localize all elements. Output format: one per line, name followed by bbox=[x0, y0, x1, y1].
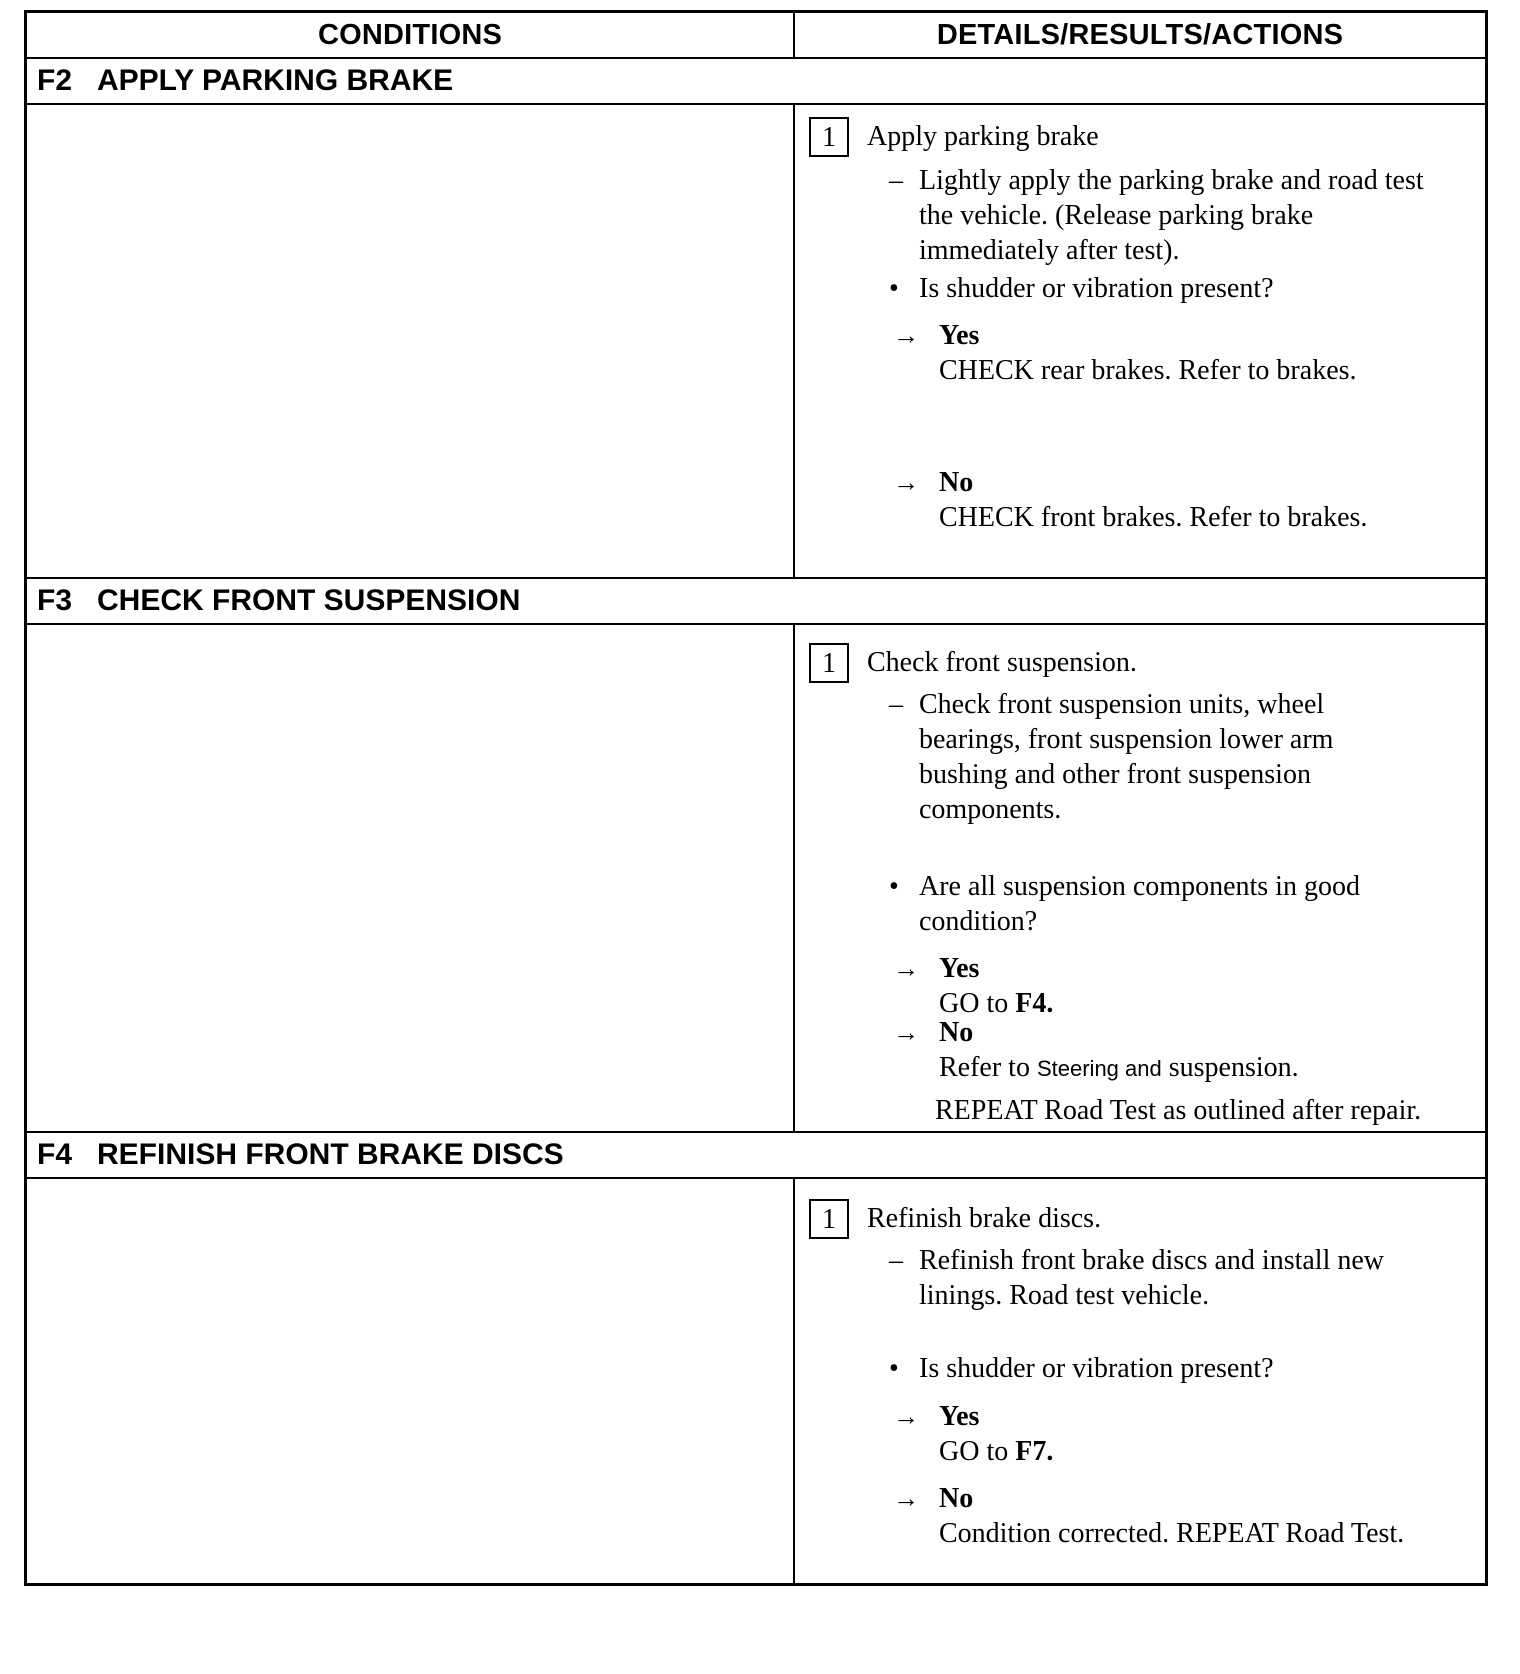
yes-text-pre: GO to bbox=[939, 988, 1016, 1019]
no-text: Condition corrected. REPEAT Road Test. bbox=[939, 1518, 1405, 1549]
step-1 bbox=[809, 119, 1099, 157]
yes-text-ref: F4. bbox=[1015, 988, 1054, 1019]
details-cell bbox=[795, 625, 1485, 1131]
details-header: DETAILS/RESULTS/ACTIONS bbox=[936, 18, 1344, 51]
question-item bbox=[889, 1351, 1465, 1386]
section-body-f3 bbox=[27, 625, 1485, 1133]
step-1 bbox=[809, 1201, 1101, 1239]
dash-line: linings. Road test vehicle. bbox=[919, 1280, 1210, 1311]
step-1 bbox=[809, 645, 1137, 683]
answer-no bbox=[893, 1015, 1465, 1086]
diagnostic-table bbox=[24, 10, 1488, 1586]
yes-label: Yes bbox=[939, 953, 980, 984]
bullet-mark: • bbox=[889, 1353, 899, 1384]
yes-text-ref: F7. bbox=[1015, 1436, 1054, 1467]
repeat-note bbox=[935, 1093, 1465, 1128]
section-code: F4 bbox=[37, 1138, 73, 1171]
dash-line: Refinish front brake discs and install new bbox=[919, 1245, 1385, 1276]
arrow-icon: → bbox=[893, 954, 919, 983]
step-number-box: 1 bbox=[809, 117, 849, 157]
no-text-small: Steering and bbox=[1036, 1056, 1162, 1081]
no-text: CHECK front brakes. Refer to brakes. bbox=[939, 502, 1368, 533]
question-line: Are all suspension components in good bbox=[919, 871, 1360, 902]
bullet-mark: • bbox=[889, 871, 899, 902]
question-line: condition? bbox=[919, 906, 1038, 937]
section-body-f2 bbox=[27, 105, 1485, 579]
section-name: REFINISH FRONT BRAKE DISCS bbox=[97, 1138, 564, 1171]
section-title-f4 bbox=[27, 1133, 1485, 1179]
dash-line: the vehicle. (Release parking brake bbox=[919, 200, 1314, 231]
yes-text bbox=[939, 1434, 1465, 1469]
yes-label: Yes bbox=[939, 320, 980, 351]
dash-mark: – bbox=[889, 689, 903, 720]
dash-mark: – bbox=[889, 165, 903, 196]
dash-line: components. bbox=[919, 794, 1062, 825]
conditions-cell bbox=[27, 1179, 795, 1583]
answer-yes bbox=[893, 318, 1465, 388]
yes-text: CHECK rear brakes. Refer to brakes. bbox=[939, 355, 1357, 386]
dash-item bbox=[889, 163, 1465, 268]
arrow-icon: → bbox=[893, 1018, 919, 1047]
arrow-icon: → bbox=[893, 321, 919, 350]
arrow-icon: → bbox=[893, 1402, 919, 1431]
yes-text-pre: GO to bbox=[939, 1436, 1016, 1467]
bullet-mark: • bbox=[889, 273, 899, 304]
dash-line: bushing and other front suspension bbox=[919, 759, 1311, 790]
dash-line: immediately after test). bbox=[919, 235, 1180, 266]
section-name: CHECK FRONT SUSPENSION bbox=[97, 584, 521, 617]
conditions-cell bbox=[27, 105, 795, 577]
dash-line: Check front suspension units, wheel bbox=[919, 689, 1325, 720]
dash-mark: – bbox=[889, 1245, 903, 1276]
answer-yes bbox=[893, 1399, 1465, 1469]
question-text: Is shudder or vibration present? bbox=[919, 1353, 1274, 1384]
conditions-cell bbox=[27, 625, 795, 1131]
section-code: F2 bbox=[37, 64, 73, 97]
details-cell bbox=[795, 105, 1485, 577]
step-number-box: 1 bbox=[809, 1199, 849, 1239]
section-body-f4 bbox=[27, 1179, 1485, 1583]
question-item bbox=[889, 271, 1465, 306]
no-text bbox=[939, 1050, 1465, 1086]
answer-no bbox=[893, 1481, 1465, 1551]
arrow-icon: → bbox=[893, 1484, 919, 1513]
no-text-post: suspension. bbox=[1161, 1052, 1299, 1083]
step-number-box: 1 bbox=[809, 643, 849, 683]
dash-line: bearings, front suspension lower arm bbox=[919, 724, 1334, 755]
table-header bbox=[27, 13, 1485, 59]
step-text: Refinish brake discs. bbox=[867, 1203, 1102, 1234]
answer-no bbox=[893, 465, 1465, 535]
section-name: APPLY PARKING BRAKE bbox=[97, 64, 454, 97]
no-label: No bbox=[939, 1483, 974, 1514]
no-label: No bbox=[939, 467, 974, 498]
dash-line: Lightly apply the parking brake and road test bbox=[919, 165, 1424, 196]
arrow-icon: → bbox=[893, 468, 919, 497]
dash-item bbox=[889, 1243, 1465, 1313]
section-code: F3 bbox=[37, 584, 73, 617]
dash-item bbox=[889, 687, 1465, 827]
repeat-text: REPEAT Road Test as outlined after repair. bbox=[935, 1095, 1422, 1126]
yes-label: Yes bbox=[939, 1401, 980, 1432]
question-item bbox=[889, 869, 1465, 939]
no-text-pre: Refer to bbox=[939, 1052, 1037, 1083]
step-text: Check front suspension. bbox=[867, 647, 1137, 678]
question-text: Is shudder or vibration present? bbox=[919, 273, 1274, 304]
step-text: Apply parking brake bbox=[867, 121, 1099, 152]
section-title-f3 bbox=[27, 579, 1485, 625]
no-label: No bbox=[939, 1017, 974, 1048]
section-title-f2 bbox=[27, 59, 1485, 105]
conditions-header: CONDITIONS bbox=[27, 13, 795, 57]
answer-yes bbox=[893, 951, 1465, 1021]
details-cell bbox=[795, 1179, 1485, 1583]
